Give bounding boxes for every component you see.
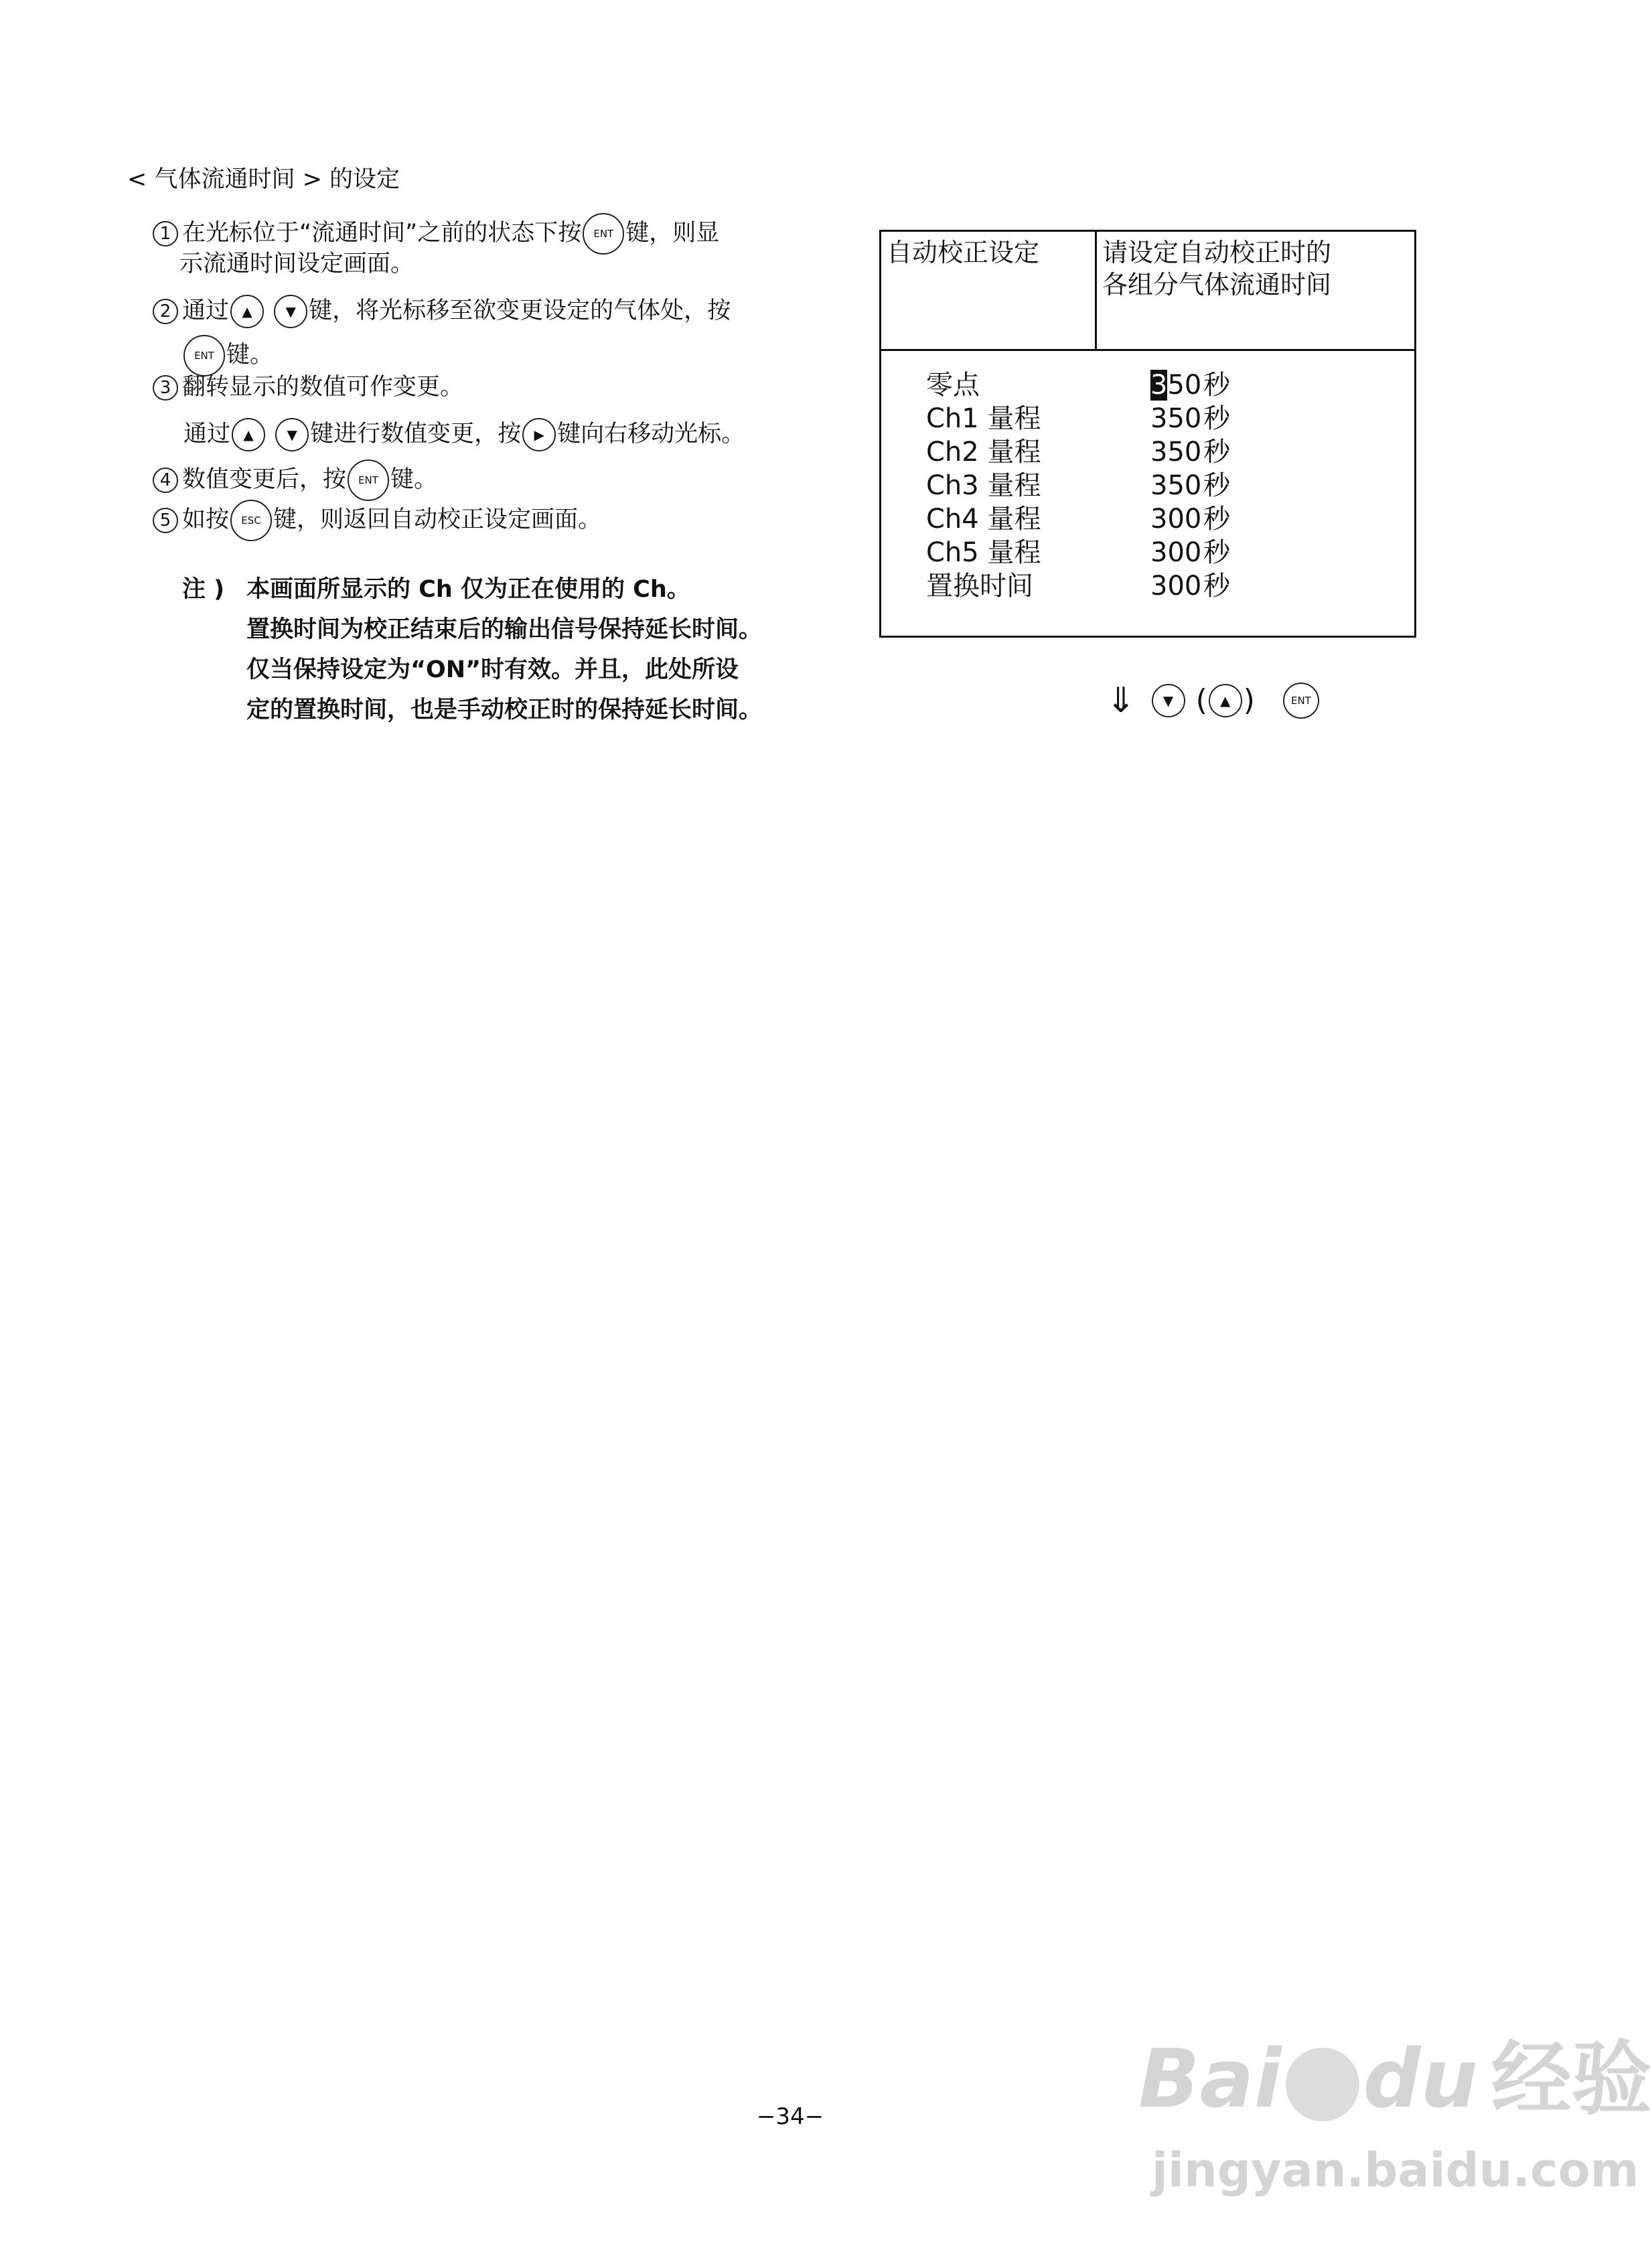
step-text: 通过 bbox=[183, 421, 231, 447]
row-label: Ch4 量程 bbox=[926, 504, 1041, 535]
screen-message-line-1: 请设定自动校正时的 bbox=[1102, 238, 1332, 267]
up-key-icon: ▲ bbox=[1209, 684, 1242, 717]
key-legend bbox=[1106, 678, 1321, 722]
step-text: 键，则返回自动校正设定画面。 bbox=[273, 506, 602, 533]
note-line: 仅当保持设定为“ON”时有效。并且，此处所设 bbox=[246, 656, 739, 683]
baidu-watermark-logo bbox=[1138, 2033, 1652, 2126]
row-unit: 秒 bbox=[1203, 437, 1230, 468]
screen-row-ch4 bbox=[926, 502, 1328, 536]
step-text: 键，则显 bbox=[625, 220, 720, 246]
ent-key-icon: ENT bbox=[1283, 683, 1319, 719]
double-down-arrow-icon: ⇓ bbox=[1106, 681, 1136, 721]
note-line: 本画面所显示的 Ch 仅为正在使用的 Ch。 bbox=[246, 576, 690, 603]
row-label: Ch2 量程 bbox=[926, 437, 1041, 468]
row-unit: 秒 bbox=[1203, 470, 1230, 501]
step-number: 4 bbox=[153, 468, 178, 493]
row-unit: 秒 bbox=[1203, 571, 1230, 602]
note-label: 注 ) bbox=[182, 576, 225, 603]
right-key-icon: ▶ bbox=[522, 418, 556, 451]
row-unit: 秒 bbox=[1203, 504, 1230, 535]
step-text: 键向右移动光标。 bbox=[557, 421, 745, 447]
step-text: 翻转显示的数值可作变更。 bbox=[182, 374, 464, 401]
step-5 bbox=[153, 500, 601, 541]
watermark-brand2: du bbox=[1363, 2033, 1478, 2126]
row-value-rest: 50 bbox=[1167, 370, 1202, 401]
step-4 bbox=[153, 460, 437, 501]
open-paren: ( bbox=[1195, 683, 1207, 717]
row-value: 300 bbox=[1150, 571, 1202, 602]
row-unit: 秒 bbox=[1203, 403, 1230, 434]
down-key-icon: ▼ bbox=[1152, 684, 1185, 717]
row-label: Ch1 量程 bbox=[926, 403, 1041, 434]
screen-row-ch1 bbox=[926, 402, 1328, 435]
screen-row-ch3 bbox=[926, 469, 1328, 502]
step-text: 键，将光标移至欲变更设定的气体处，按 bbox=[309, 297, 731, 324]
note-line: 定的置换时间，也是手动校正时的保持延长时间。 bbox=[246, 697, 763, 723]
lcd-screen bbox=[879, 230, 1416, 638]
step-2-cont bbox=[182, 335, 273, 376]
step-3 bbox=[153, 372, 463, 402]
row-value: 300 bbox=[1150, 504, 1202, 535]
watermark-brand: Bai bbox=[1138, 2033, 1282, 2126]
step-number: 1 bbox=[153, 221, 178, 246]
ent-key-icon: ENT bbox=[348, 460, 389, 501]
row-unit: 秒 bbox=[1203, 370, 1230, 401]
watermark-cn: 经验 bbox=[1491, 2033, 1652, 2126]
row-unit: 秒 bbox=[1203, 537, 1230, 568]
screen-row-ch5 bbox=[926, 536, 1328, 569]
close-paren: ) bbox=[1243, 683, 1255, 717]
section-heading: < 气体流通时间 > 的设定 bbox=[127, 166, 400, 193]
step-text: 键进行数值变更，按 bbox=[310, 421, 522, 447]
step-number: 3 bbox=[153, 375, 178, 401]
step-text: 数值变更后，按 bbox=[182, 466, 347, 493]
step-text: 如按 bbox=[182, 506, 230, 533]
row-label: 零点 bbox=[926, 370, 980, 401]
down-key-icon: ▼ bbox=[275, 418, 309, 451]
row-value: 350 bbox=[1150, 470, 1202, 501]
up-key-icon: ▲ bbox=[230, 295, 264, 328]
screen-title: 自动校正设定 bbox=[887, 238, 1040, 267]
step-3-cont bbox=[183, 418, 745, 451]
watermark-url: jingyan.baidu.com bbox=[1152, 2143, 1639, 2198]
step-text: 键。 bbox=[226, 342, 274, 368]
row-value bbox=[1150, 368, 1201, 402]
ent-key-icon: ENT bbox=[583, 213, 624, 255]
step-number: 5 bbox=[153, 508, 178, 533]
ent-key-icon: ENT bbox=[183, 335, 225, 376]
step-2 bbox=[153, 295, 731, 328]
row-label: Ch3 量程 bbox=[926, 470, 1041, 501]
row-label: 置换时间 bbox=[926, 571, 1033, 602]
step-1-cont: 示流通时间设定画面。 bbox=[179, 251, 415, 277]
step-text: 键。 bbox=[390, 466, 438, 493]
row-label: Ch5 量程 bbox=[926, 537, 1041, 568]
down-key-icon: ▼ bbox=[274, 295, 307, 328]
screen-row-zero bbox=[926, 368, 1328, 402]
step-text: 通过 bbox=[182, 297, 230, 324]
screen-message-line-2: 各组分气体流通时间 bbox=[1102, 270, 1332, 299]
row-value: 350 bbox=[1150, 437, 1202, 468]
esc-key-icon: ESC bbox=[230, 500, 272, 541]
up-key-icon: ▲ bbox=[232, 418, 265, 451]
paw-icon bbox=[1286, 2048, 1359, 2121]
screen-row-purge-time bbox=[926, 569, 1328, 603]
screen-row-ch2 bbox=[926, 435, 1328, 469]
step-number: 2 bbox=[153, 299, 178, 324]
row-value: 300 bbox=[1150, 537, 1202, 568]
step-1 bbox=[153, 213, 719, 255]
screen-header-divider bbox=[1095, 232, 1097, 351]
step-text: 在光标位于“流通时间”之前的状态下按 bbox=[182, 220, 582, 246]
note-line: 置换时间为校正结束后的输出信号保持延长时间。 bbox=[246, 616, 763, 643]
cursor-digit: 3 bbox=[1150, 370, 1168, 401]
row-value: 350 bbox=[1150, 403, 1202, 434]
page-number: −34− bbox=[756, 2103, 824, 2130]
